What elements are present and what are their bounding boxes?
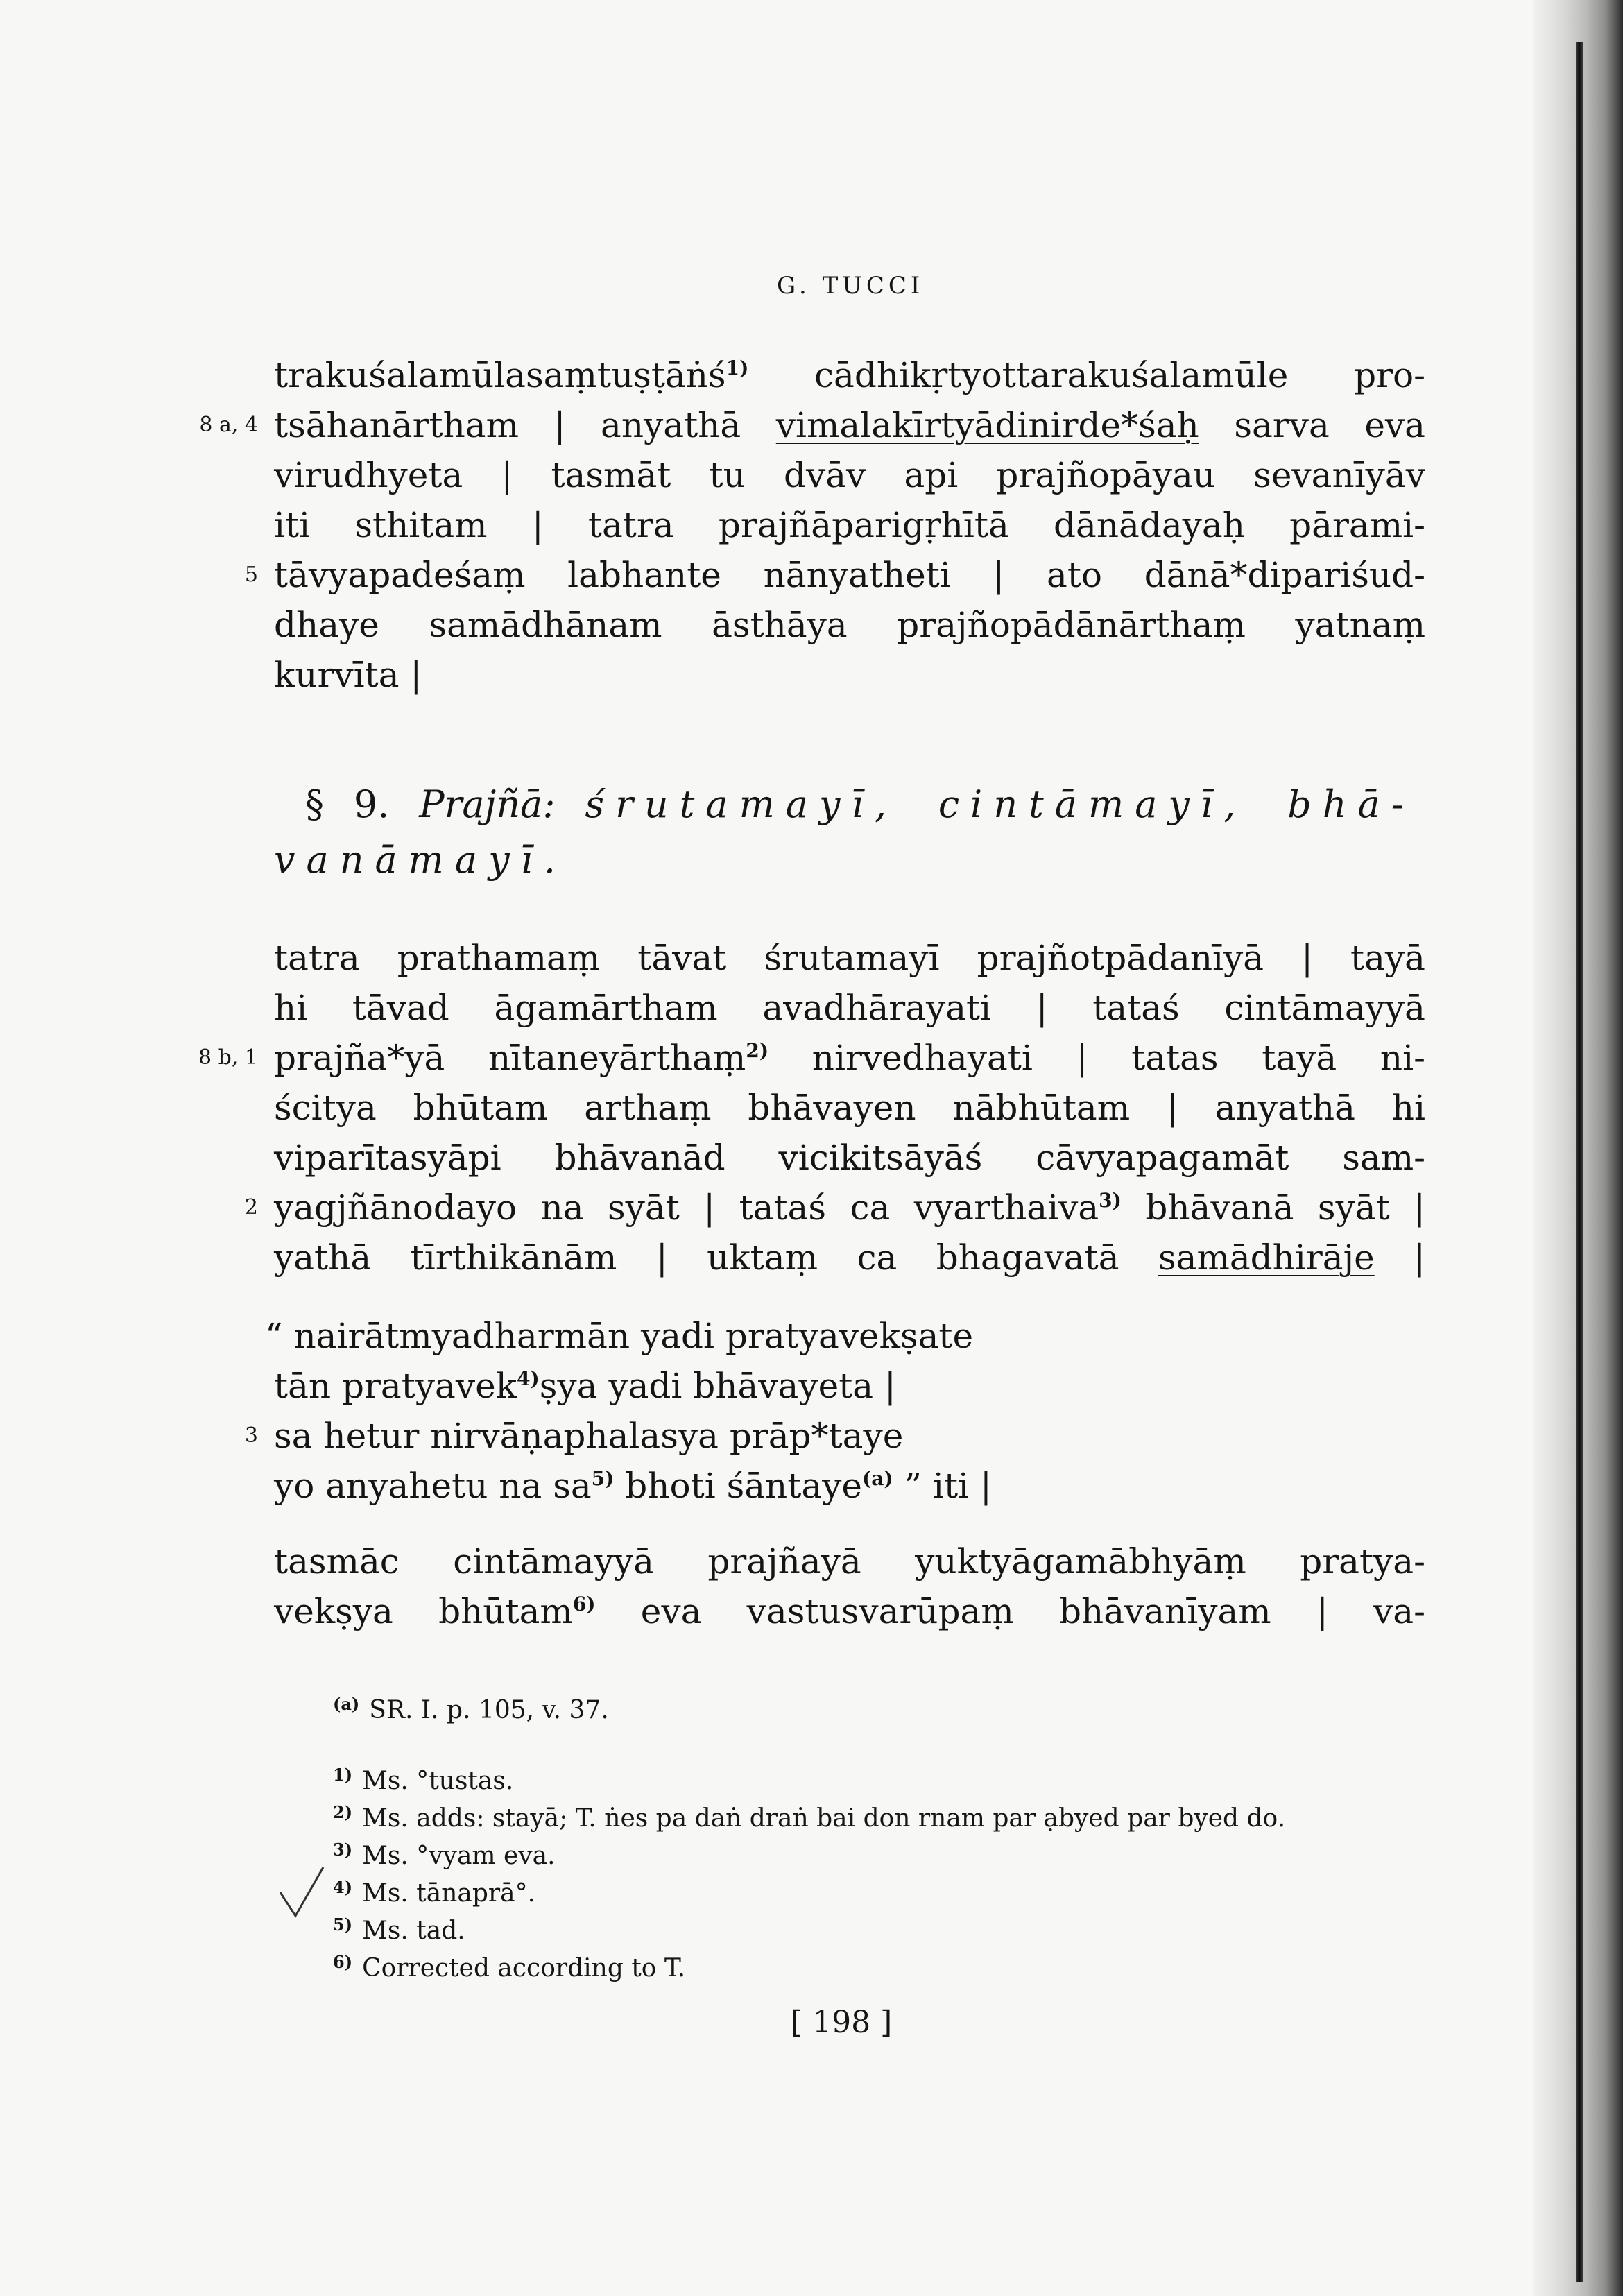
line-text: yathā tīrthikānām | uktaṃ ca bhagavatā [274,1237,1158,1278]
footnote-ref[interactable]: 2) [746,1039,769,1062]
line-text: yo anyahetu na sa [274,1466,592,1506]
section-number: § 9. [305,782,390,826]
line-text: trakuśalamūlasaṃtuṣṭāṅś [274,355,726,395]
text-line [274,1233,1425,1283]
line-text: cādhikṛtyottarakuśalamūle pro- [748,355,1425,395]
binding-edge [1576,42,1583,2282]
line-text: eva vastusvarūpaṃ bhāvanīyam | va- [595,1591,1425,1631]
note-mark: (a) [333,1694,360,1714]
underlined-title: samādhirāje [1158,1237,1375,1278]
section-heading-line-1 [305,777,1415,832]
line-text: nirvedhayati | tatas tayā ni- [768,1038,1426,1078]
text-line: tasmāc cintāmayyā prajñayā yuktyāgamābhyāṃ pratya- [274,1541,1425,1582]
margin-ref: 8 a, 4 [199,413,258,437]
note-mark: 6) [333,1952,353,1972]
line-text: vekṣya bhūtam [274,1591,573,1631]
line-text: tsāhanārtham | anyathā [274,405,776,445]
footnote-ref[interactable]: 5) [591,1467,615,1490]
line-text: ” iti | [893,1466,992,1506]
note-text: Ms. °vyam eva. [362,1842,556,1870]
text-line [274,350,1425,400]
footnote-ref[interactable]: 1) [725,357,749,379]
handwritten-check-mark-icon [277,1865,326,1920]
line-text: sarva eva [1199,405,1425,445]
line-text: | [1374,1237,1425,1278]
source-ref[interactable]: (a) [862,1467,893,1490]
note-text: Ms. adds: stayā; T. ṅes pa daṅ draṅ bai don rnam par ạbyed par byed do. [362,1804,1286,1833]
footnote-ref[interactable]: 3) [1099,1189,1122,1212]
text-line: tāvyapadeśaṃ labhante nānyatheti | ato dānā*dipariśud- [274,555,1425,595]
note-text: Ms. tad. [362,1917,465,1945]
running-header: G. TUCCI [777,272,925,300]
text-line [274,1183,1425,1233]
note-mark: 4) [333,1877,353,1897]
text-line: ścitya bhūtam arthaṃ bhāvayen nābhūtam | anyathā hi [274,1088,1425,1128]
note-text: Ms. °tustas. [362,1767,514,1795]
verse-line [274,1361,896,1411]
margin-ref: 2 [244,1195,258,1219]
verse-line [274,1461,992,1511]
section-items: vanāmayī. [274,838,567,882]
note-text: SR. I. p. 105, v. 37. [369,1696,609,1724]
margin-ref: 5 [244,563,258,587]
text-line: tatra prathamaṃ tāvat śrutamayī prajñotpādanīyā | tayā [274,938,1425,978]
footnote [333,1944,685,1987]
margin-ref: 8 b, 1 [198,1045,258,1070]
footnote-ref[interactable]: 6) [572,1593,596,1616]
note-mark: 2) [333,1802,353,1822]
underlined-title: vimalakīrtyādinirde*śaḥ [775,405,1199,445]
text-line [274,1586,1425,1636]
note-mark: 5) [333,1914,353,1935]
text-line: dhaye samādhānam āsthāya prajñopādānārthaṃ yatnaṃ [274,605,1425,645]
note-mark: 1) [333,1765,353,1785]
text-line [274,1033,1425,1083]
section-term: Prajñā: [419,782,556,826]
line-text: prajña*yā nītaneyārthaṃ [274,1038,746,1078]
text-line: virudhyeta | tasmāt tu dvāv api prajñopāyau sevanīyāv [274,455,1425,495]
text-line: kurvīta | [274,655,422,695]
note-text: Corrected according to T. [362,1954,686,1982]
text-line [274,400,1425,450]
source-note [333,1686,609,1729]
line-text: ṣya yadi bhāvayeta | [539,1366,896,1406]
line-text: tān pratyavek [274,1366,517,1406]
section-items: śrutamayī, cintāmayī, bhā- [585,782,1415,826]
line-text: yagjñānodayo na syāt | tataś ca vyarthaiva [274,1188,1099,1228]
margin-ref: 3 [244,1423,258,1448]
note-mark: 3) [333,1840,353,1860]
verse-line: “ nairātmyadharmān yadi pratyavekṣate [265,1316,974,1356]
section-heading-line-2 [274,832,1384,888]
footnote-ref[interactable]: 4) [517,1367,540,1390]
line-text: bhāvanā syāt | [1121,1188,1426,1228]
page-number: [ 198 ] [791,2005,893,2040]
note-text: Ms. tānaprā°. [362,1879,536,1908]
text-line: viparītasyāpi bhāvanād vicikitsāyāś cāvyapagamāt sam- [274,1138,1425,1178]
line-text: bhoti śāntaye [614,1466,862,1506]
text-line: hi tāvad āgamārtham avadhārayati | tataś cintāmayyā [274,988,1425,1028]
text-line: iti sthitam | tatra prajñāparigṛhītā dānādayaḥ pārami- [274,505,1425,545]
verse-line: sa hetur nirvāṇaphalasya prāp*taye [274,1416,904,1456]
